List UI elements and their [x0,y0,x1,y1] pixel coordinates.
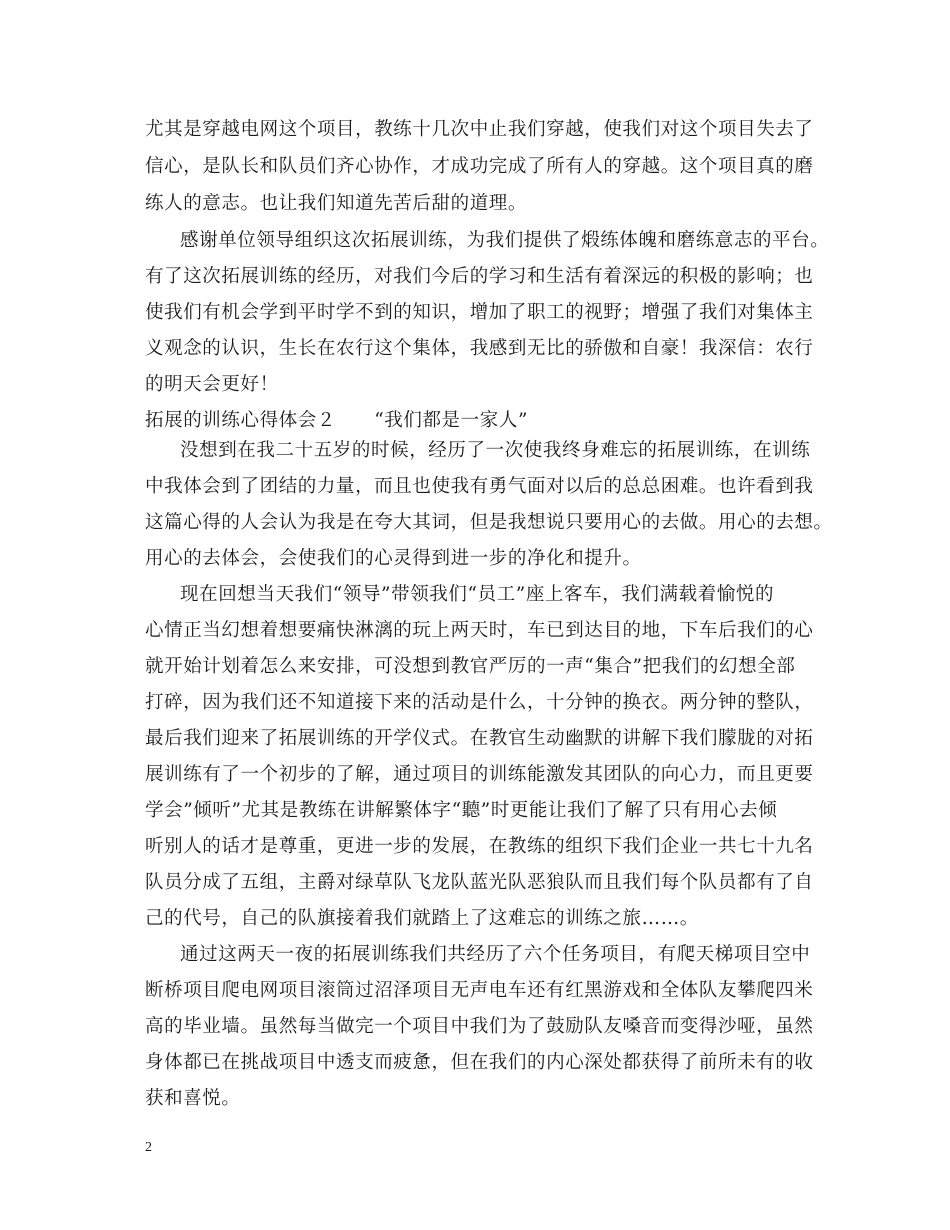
text-line: 最后我们迎来了拓展训练的开学仪式。在教官生动幽默的讲解下我们朦胧的对拓 [145,728,814,749]
text-line: 感谢单位领导组织这次拓展训练，为我们提供了煅练体魄和磨练意志的平台。 [180,230,830,251]
text-line: 使我们有机会学到平时学不到的知识，增加了职工的视野；增强了我们对集体主 [145,302,814,323]
text-line: 用心的去体会，会使我们的心灵得到进一步的净化和提升。 [145,548,642,569]
text-line: 心情正当幻想着想要痛快淋漓的玩上两天时，车已到达目的地，下车后我们的心 [145,620,814,641]
text-line: 打碎，因为我们还不知道接下来的活动是什么，十分钟的换衣。两分钟的整队， [145,692,814,713]
text-line: 身体都已在挑战项目中透支而疲惫，但在我们的内心深处都获得了前所未有的收 [145,1052,814,1073]
text-line: 义观念的认识，生长在农行这个集体，我感到无比的骄傲和自豪！我深信：农行 [145,338,814,359]
text-line: 这篇心得的人会认为我是在夸大其词，但是我想说只要用心的去做。用心的去想。 [145,512,833,533]
text-line: 的明天会更好！ [145,374,279,395]
text-line: 就开始计划着怎么来安排，可没想到教官严厉的一声“集合”把我们的幻想全部 [145,656,796,677]
text-line: 获和喜悦。 [145,1088,241,1109]
text-line: 队员分成了五组，主爵对绿草队飞龙队蓝光队恶狼队而且我们每个队员都有了自 [145,872,814,893]
text-line: 己的代号，自己的队旗接着我们就踏上了这难忘的训练之旅……。 [145,908,699,929]
text-line: 听别人的话才是尊重，更进一步的发展，在教练的组织下我们企业一共七十九名 [145,836,814,857]
text-line: 高的毕业墙。虽然每当做完一个项目中我们为了鼓励队友嗓音而变得沙哑，虽然 [145,1016,814,1037]
text-line: 尤其是穿越电网这个项目，教练十几次中止我们穿越，使我们对这个项目失去了 [145,119,814,140]
text-line: 没想到在我二十五岁的时候，经历了一次使我终身难忘的拓展训练，在训练 [180,440,811,461]
text-line: 信心，是队长和队员们齐心协作，才成功完成了所有人的穿越。这个项目真的磨 [145,156,814,177]
text-line: 断桥项目爬电网项目滚筒过沼泽项目无声电车还有红黑游戏和全体队友攀爬四米 [145,980,814,1001]
text-line: 中我体会到了团结的力量，而且也使我有勇气面对以后的总总困难。也许看到我 [145,476,814,497]
text-line: 有了这次拓展训练的经历，对我们今后的学习和生活有着深远的积极的影响；也 [145,266,814,287]
text-line: 通过这两天一夜的拓展训练我们共经历了六个任务项目，有爬天梯项目空中 [180,944,811,965]
text-line: 展训练有了一个初步的了解，通过项目的训练能激发其团队的向心力，而且更要 [145,764,814,785]
section-heading: 拓展的训练心得体会２ “我们都是一家人” [145,410,529,431]
text-line: 现在回想当天我们“领导”带领我们“员工”座上客车，我们满载着愉悦的 [180,584,775,605]
text-line: 练人的意志。也让我们知道先苦后甜的道理。 [145,193,528,214]
page-number: 2 [145,1140,152,1155]
text-line: 学会”倾听”尤其是教练在讲解繁体字“聽”时更能让我们了解了只有用心去倾 [145,800,778,821]
